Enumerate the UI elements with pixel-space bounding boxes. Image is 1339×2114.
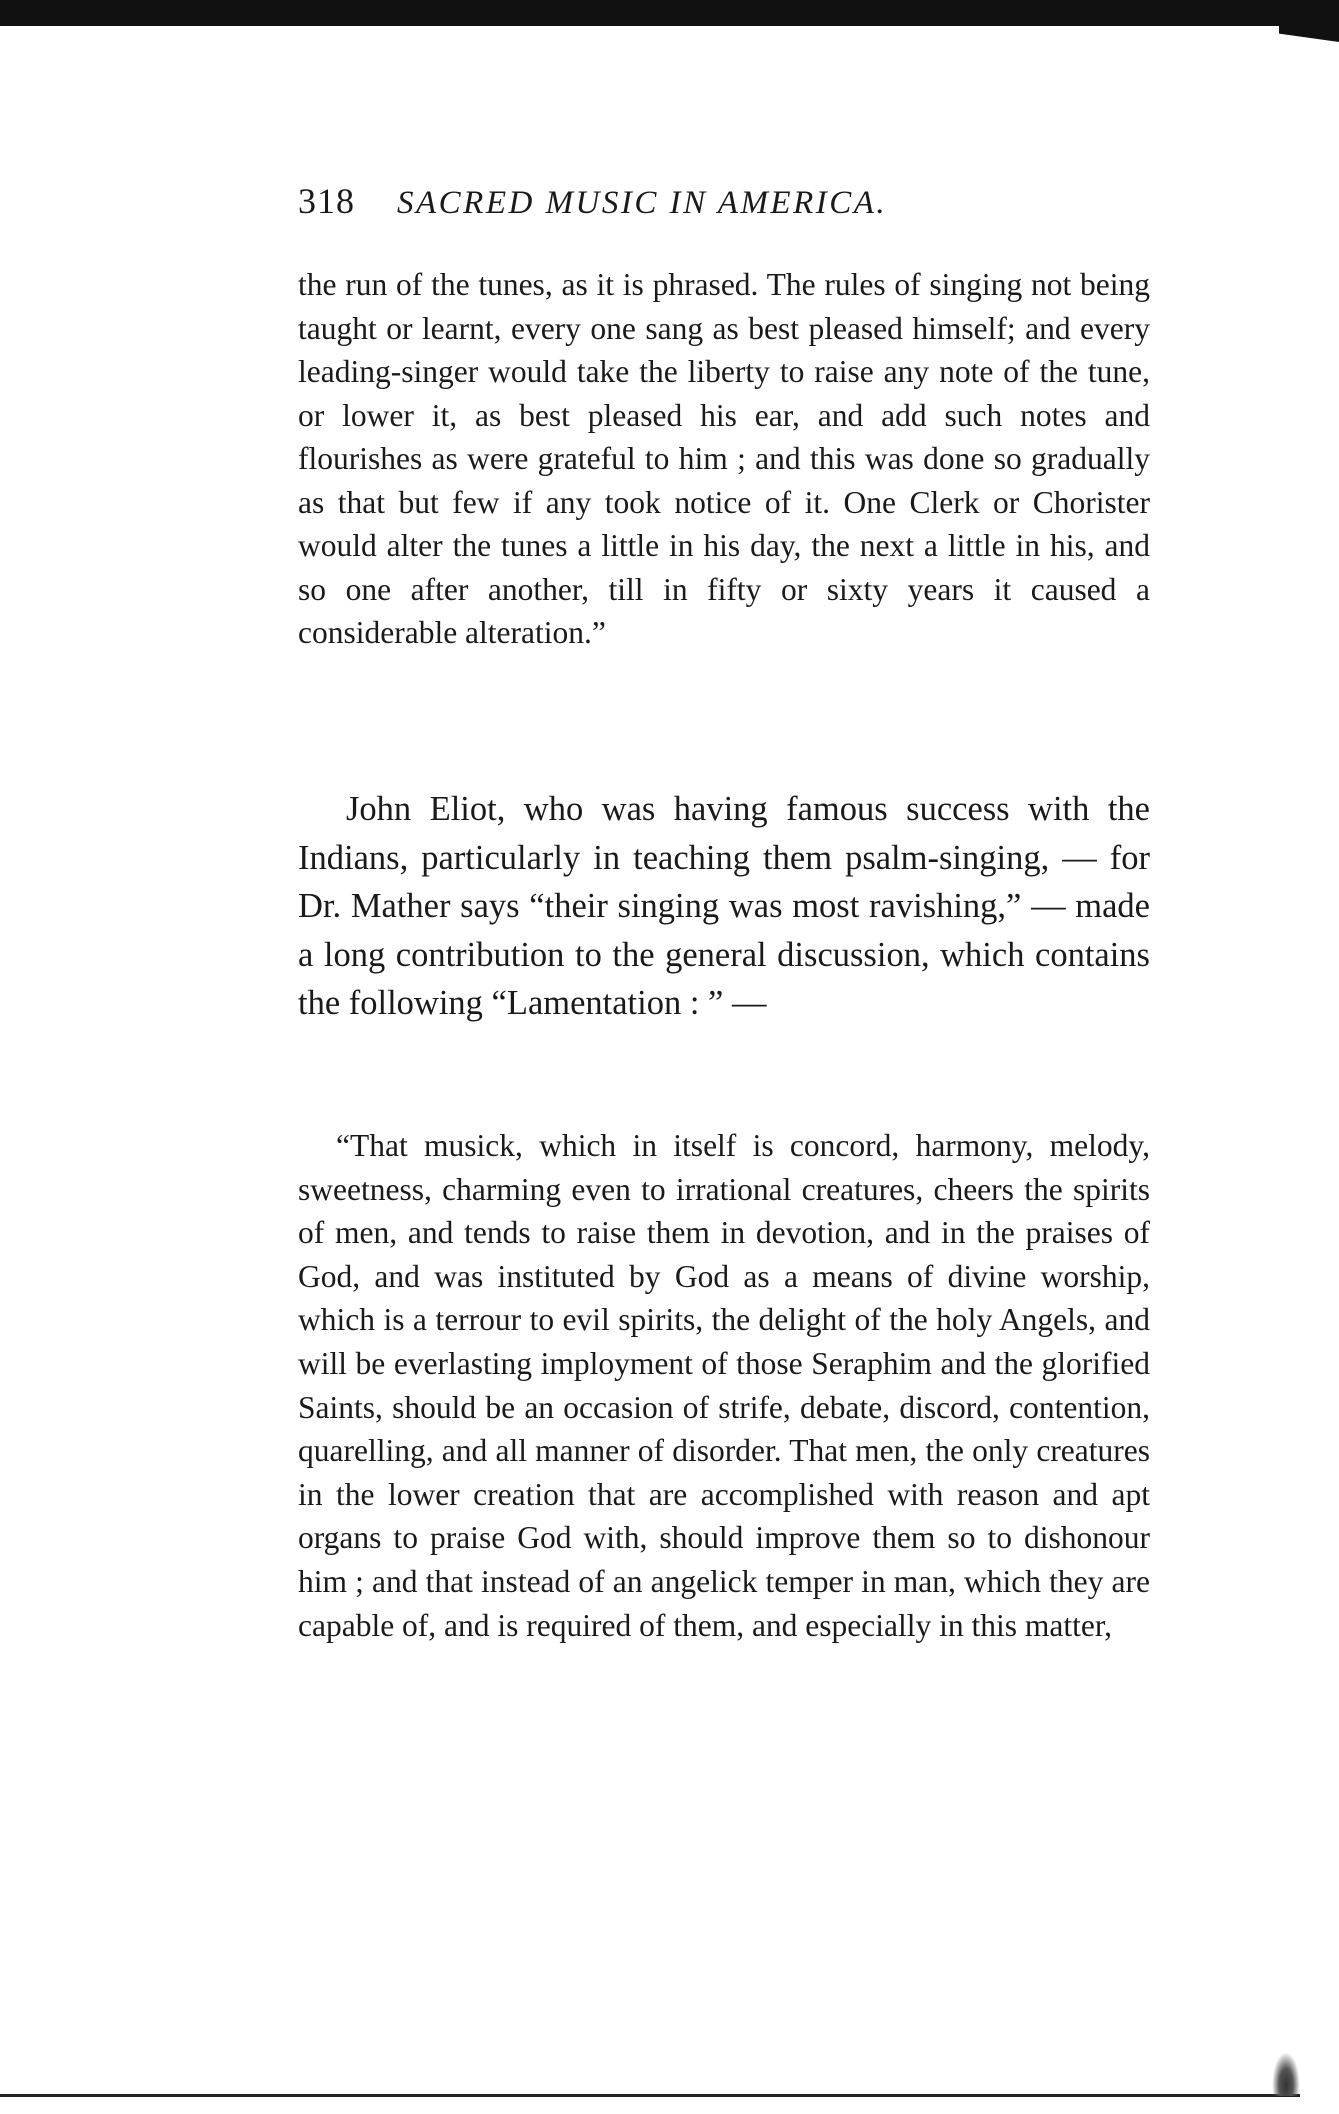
page-number: 318 [298, 181, 355, 221]
body-paragraph-2: John Eliot, who was having famous success with the Indians, particularly in teaching them psalm-singing, — for Dr. Mather says “their singing was most ravishing,” — made a long contribution to the general discussion, which contains the following “Lamentation : ” — [298, 790, 1150, 1022]
top-page-border [0, 0, 1339, 26]
printer-ornament-icon [1272, 2052, 1300, 2096]
bottom-rule [0, 2094, 1300, 2097]
body-paragraph-1: the run of the tunes, as it is phrased. The rules of singing not being taught or learnt, every one sang as best pleased himself; and every leading-singer would take the liberty to raise any note of the tune, or lower it, as best pleased his ear, and add such notes and flourishes as were grateful to him ; and this was done so gradually as that but few if any took notice of it. One Clerk or Chorister would alter the tunes a little in his day, the next a little in his, and so one after another, till in fifty or sixty years it caused a considerable alteration.” [298, 267, 1150, 650]
running-head: SACRED MUSIC IN AMERICA. [397, 185, 888, 221]
page-header [298, 180, 1158, 230]
block-quote-paragraph: “That musick, which in itself is concord, harmony, melody, sweetness, charming even to irrational creatures, cheers the spirits of men, and tends to raise them in devotion, and in the praises of God, and was instituted by God as a means of divine worship, which is a terrour to evil spirits, the delight of the holy Angels, and will be everlasting imployment of those Seraphim and the glorified Saints, should be an occasion of strife, debate, discord, contention, quarelling, and all manner of disorder. That men, the only creatures in the lower creation that are accomplished with reason and apt organs to praise God with, should improve them so to dishonour him ; and that instead of an angelick temper in man, which they are capable of, and is required of them, and especially in this matter, [298, 1128, 1150, 1643]
